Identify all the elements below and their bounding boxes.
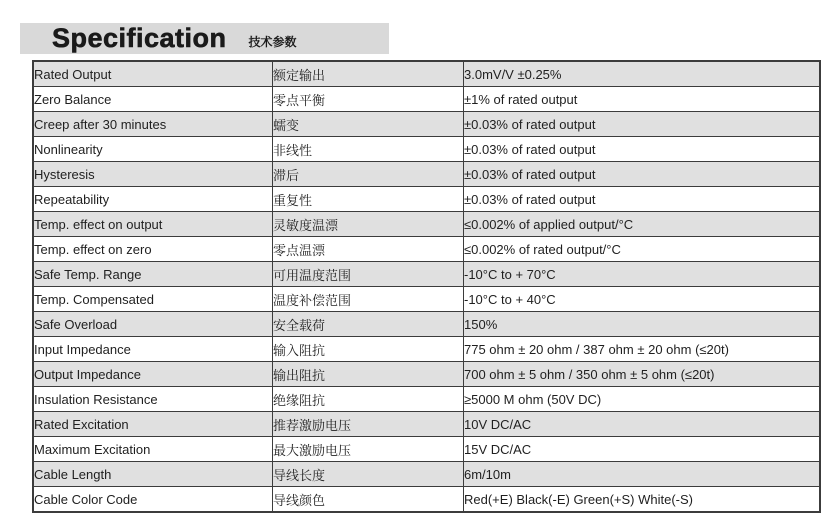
spec-label-zh: 温度补偿范围	[273, 287, 464, 312]
spec-value: 3.0mV/V ±0.25%	[464, 61, 821, 87]
table-row	[33, 162, 820, 187]
table-row	[33, 362, 820, 387]
table-row	[33, 187, 820, 212]
table-row	[33, 287, 820, 312]
spec-value: 775 ohm ± 20 ohm / 387 ohm ± 20 ohm (≤20t)	[464, 337, 821, 362]
spec-label-zh: 可用温度范围	[273, 262, 464, 287]
spec-label-en: Cable Color Code	[33, 487, 273, 513]
spec-label-zh: 蠕变	[273, 112, 464, 137]
spec-value: 700 ohm ± 5 ohm / 350 ohm ± 5 ohm (≤20t)	[464, 362, 821, 387]
table-row	[33, 112, 820, 137]
table-row	[33, 312, 820, 337]
table-row	[33, 387, 820, 412]
header-bar	[20, 23, 389, 54]
spec-label-en: Maximum Excitation	[33, 437, 273, 462]
spec-label-en: Insulation Resistance	[33, 387, 273, 412]
spec-label-zh: 零点平衡	[273, 87, 464, 112]
spec-label-en: Repeatability	[33, 187, 273, 212]
spec-value: ±0.03% of rated output	[464, 162, 821, 187]
spec-value: ≤0.002% of applied output/°C	[464, 212, 821, 237]
table-row	[33, 487, 820, 513]
spec-label-en: Temp. Compensated	[33, 287, 273, 312]
spec-value: ±0.03% of rated output	[464, 112, 821, 137]
spec-value: ±1% of rated output	[464, 87, 821, 112]
spec-label-en: Zero Balance	[33, 87, 273, 112]
spec-value: ≥5000 M ohm (50V DC)	[464, 387, 821, 412]
table-row	[33, 237, 820, 262]
spec-table	[32, 60, 821, 513]
spec-label-zh: 绝缘阻抗	[273, 387, 464, 412]
spec-label-zh: 推荐激励电压	[273, 412, 464, 437]
page-subtitle: 技术参数	[248, 35, 297, 49]
table-row	[33, 337, 820, 362]
spec-label-zh: 滞后	[273, 162, 464, 187]
spec-label-zh: 灵敏度温漂	[273, 212, 464, 237]
table-row	[33, 437, 820, 462]
spec-label-en: Input Impedance	[33, 337, 273, 362]
spec-label-zh: 零点温漂	[273, 237, 464, 262]
spec-value: 150%	[464, 312, 821, 337]
spec-table-body	[33, 61, 820, 512]
table-row	[33, 212, 820, 237]
table-row	[33, 262, 820, 287]
table-row	[33, 462, 820, 487]
spec-label-en: Rated Output	[33, 61, 273, 87]
spec-label-en: Output Impedance	[33, 362, 273, 387]
spec-label-zh: 重复性	[273, 187, 464, 212]
spec-value: ±0.03% of rated output	[464, 187, 821, 212]
spec-label-zh: 导线长度	[273, 462, 464, 487]
spec-label-en: Temp. effect on output	[33, 212, 273, 237]
spec-label-zh: 导线颜色	[273, 487, 464, 513]
table-row	[33, 87, 820, 112]
spec-label-en: Cable Length	[33, 462, 273, 487]
spec-label-zh: 安全载荷	[273, 312, 464, 337]
spec-label-en: Creep after 30 minutes	[33, 112, 273, 137]
spec-value: ±0.03% of rated output	[464, 137, 821, 162]
spec-label-en: Temp. effect on zero	[33, 237, 273, 262]
table-row	[33, 137, 820, 162]
spec-label-en: Safe Overload	[33, 312, 273, 337]
spec-value: 15V DC/AC	[464, 437, 821, 462]
spec-value: -10°C to + 70°C	[464, 262, 821, 287]
spec-label-en: Hysteresis	[33, 162, 273, 187]
spec-label-zh: 输入阻抗	[273, 337, 464, 362]
spec-value: ≤0.002% of rated output/°C	[464, 237, 821, 262]
spec-label-en: Safe Temp. Range	[33, 262, 273, 287]
spec-label-en: Nonlinearity	[33, 137, 273, 162]
table-row	[33, 61, 820, 87]
spec-label-zh: 非线性	[273, 137, 464, 162]
spec-value: Red(+E) Black(-E) Green(+S) White(-S)	[464, 487, 821, 513]
spec-label-zh: 最大激励电压	[273, 437, 464, 462]
spec-value: 10V DC/AC	[464, 412, 821, 437]
spec-label-en: Rated Excitation	[33, 412, 273, 437]
spec-value: -10°C to + 40°C	[464, 287, 821, 312]
page-title: Specification	[52, 23, 227, 53]
spec-value: 6m/10m	[464, 462, 821, 487]
spec-label-zh: 额定输出	[273, 61, 464, 87]
table-row	[33, 412, 820, 437]
spec-label-zh: 输出阻抗	[273, 362, 464, 387]
